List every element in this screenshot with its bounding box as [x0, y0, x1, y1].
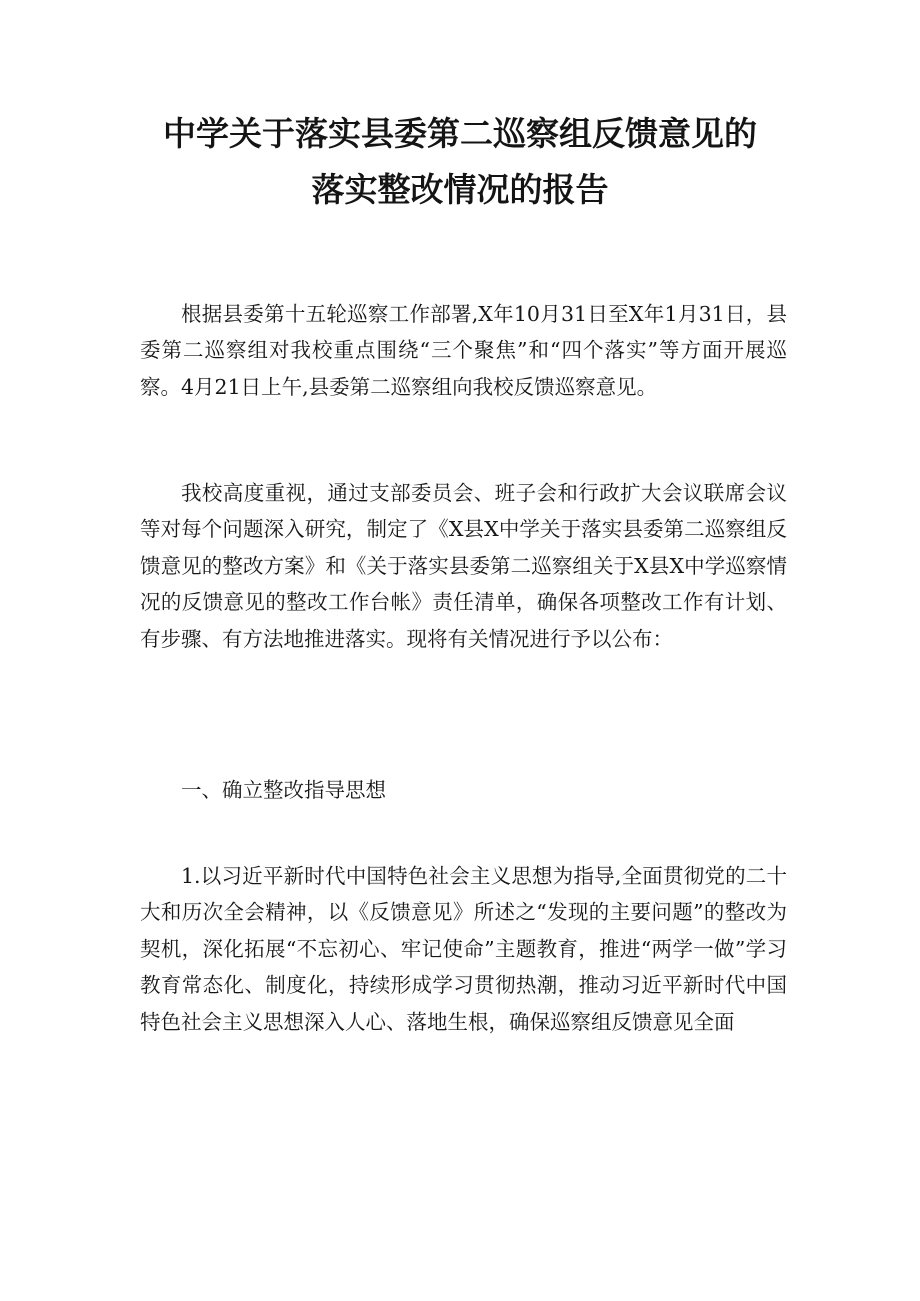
section-heading: 一、确立整改指导思想	[181, 778, 386, 802]
paragraph-inspection-background: 根据县委第十五轮巡察工作部署,X年10月31日至X年1月31日，县委第二巡察组对我校重点围绕“三个聚焦”和“四个落实”等方面开展巡察。4月21日上午,县委第二巡察组向我校反馈巡察意见。	[140, 302, 787, 399]
document-title-line-1: 中学关于落实县委第二巡察组反馈意见的	[163, 114, 757, 153]
paragraph-school-response: 我校高度重视，通过支部委员会、班子会和行政扩大会议联席会议等对每个问题深入研究，制定了《X县X中学关于落实县委第二巡察组反馈意见的整改方案》和《关于落实县委第二巡察组关于X县X中学巡察情况的反馈意见的整改工作台帐》责任清单，确保各项整改工作有计划、有步骤、有方法地推进落实。现将有关情况进行予以公布：	[140, 481, 787, 651]
document-title-line-2: 落实整改情况的报告	[311, 170, 609, 209]
paragraph-guiding-ideology: 1.以习近平新时代中国特色社会主义思想为指导,全面贯彻党的二十大和历次全会精神，以《反馈意见》所述之“发现的主要问题”的整改为契机，深化拓展“不忘初心、牢记使命”主题教育，推进“两学一做”学习教育常态化、制度化，持续形成学习贯彻热潮，推动习近平新时代中国特色社会主义思想深入人心、落地生根，确保巡察组反馈意见全面	[140, 864, 787, 1034]
